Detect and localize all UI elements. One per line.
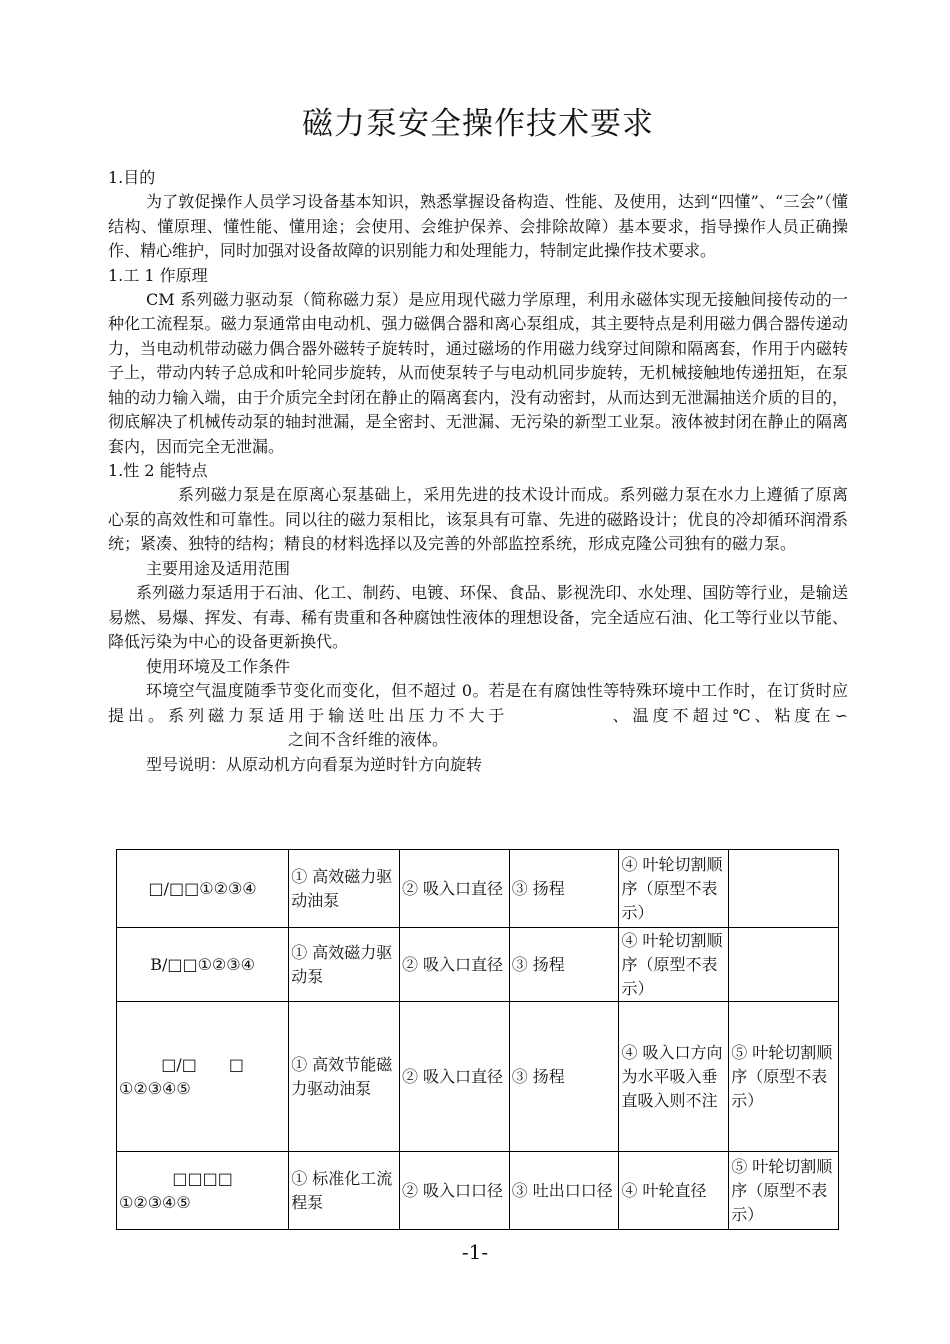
model-code-line: □/□ □ (161, 1054, 244, 1074)
section-heading-features: 1.性 2 能特点 (108, 461, 208, 480)
section-heading-usage: 主要用途及适用范围 (146, 558, 291, 578)
section-heading-purpose: 1.目的 (108, 168, 156, 187)
section-paragraph-environment (108, 679, 848, 753)
table-cell: ③ 扬程 (509, 1002, 619, 1152)
model-code-digits: ①②③④⑤ (119, 1078, 191, 1098)
table-cell: ④ 叶轮直径 (619, 1152, 729, 1230)
page-number: -1- (461, 1240, 489, 1264)
table-cell: ③ 扬程 (509, 928, 619, 1002)
table-row (117, 1002, 839, 1152)
table-cell: ④ 叶轮切割顺序（原型不表示） (619, 850, 729, 928)
table-cell: ③ 扬程 (509, 850, 619, 928)
table-cell: ② 吸入口直径 (399, 1002, 509, 1152)
table-cell: ② 吸入口口径 (399, 1152, 509, 1230)
table-cell: ③ 吐出口口径 (509, 1152, 619, 1230)
section-paragraph-usage: 系列磁力泵适用于石油、化工、制药、电镀、环保、食品、影视洗印、水处理、国防等行业，是输送易燃、易爆、挥发、有毒、稀有贵重和各种腐蚀性液体的理想设备，完全适应石油、化工等行业以节能、降低污染为中心的设备更新换代。 (108, 583, 848, 651)
environment-text-b: 、温度不超过℃、粘度在∽ (608, 705, 848, 725)
environment-text-c: 之间不含纤维的液体。 (288, 730, 449, 749)
table-cell: ① 标准化工流程泵 (289, 1152, 400, 1230)
table-row (117, 1152, 839, 1230)
table-cell (729, 850, 839, 928)
model-code-cell (117, 1002, 289, 1152)
model-code-cell (117, 1152, 289, 1230)
table-cell: ② 吸入口直径 (399, 928, 509, 1002)
model-code-line: □□□□ (172, 1168, 233, 1188)
table-row (117, 928, 839, 1002)
section-paragraph-principle: CM 系列磁力驱动泵（简称磁力泵）是应用现代磁力学原理，利用永磁体实现无接触间接传动的一种化工流程泵。磁力泵通常由电动机、强力磁偶合器和离心泵组成，其主要特点是利用磁力偶合器传递动力，当电动机带动磁力偶合器外磁转子旋转时，通过磁场的作用磁力线穿过间隙和隔离套，作用于内磁转子上，带动内转子总成和叶轮同步旋转，从而使泵转子与电动机同步旋转，无机械接触地传递扭矩，在泵轴的动力输入端，由于介质完全封闭在静止的隔离套内，没有动密封，从而达到无泄漏抽送介质的目的，彻底解决了机械传动泵的轴封泄漏，是全密封、无泄漏、无污染的新型工业泵。液体被封闭在静止的隔离套内，因而完全无泄漏。 (108, 289, 848, 456)
model-code-cell: □/□□①②③④ (117, 850, 289, 928)
section-heading-model: 型号说明：从原动机方向看泵为逆时针方向旋转 (146, 754, 483, 774)
section-heading-environment: 使用环境及工作条件 (146, 656, 291, 676)
table-cell: ④ 叶轮切割顺序（原型不表示） (619, 928, 729, 1002)
environment-text-a: 环境空气温度随季节变化而变化，但不超过 0。若是在有腐蚀性等特殊环境中工作时，在订货时应提出。系列磁力泵适用于输送吐出压力不大于 (108, 681, 848, 725)
model-spec-table (116, 849, 839, 1230)
table-cell: ④ 吸入口方向为水平吸入垂直吸入则不注 (619, 1002, 729, 1152)
section-paragraph-features: 系列磁力泵是在原离心泵基础上，采用先进的技术设计而成。系列磁力泵在水力上遵循了原离心泵的高效性和可靠性。同以往的磁力泵相比，该泵具有可靠、先进的磁路设计；优良的冷却循环润滑系统；紧凑、独特的结构；精良的材料选择以及完善的外部监控系统，形成克隆公司独有的磁力泵。 (108, 485, 848, 553)
section-paragraph-purpose: 为了敦促操作人员学习设备基本知识，熟悉掌握设备构造、性能、及使用，达到“四懂”、“三会”（懂结构、懂原理、懂性能、懂用途；会使用、会维护保养、会排除故障）基本要求，指导操作人员正确操作、精心维护，同时加强对设备故障的识别能力和处理能力，特制定此操作技术要求。 (108, 192, 848, 260)
table-cell: ① 高效磁力驱动泵 (289, 928, 400, 1002)
section-heading-principle: 1.工 1 作原理 (108, 265, 208, 285)
table-cell (729, 928, 839, 1002)
table-cell: ⑤ 叶轮切割顺序（原型不表示） (729, 1152, 839, 1230)
table-cell: ① 高效节能磁力驱动油泵 (289, 1002, 400, 1152)
model-code-digits: ①②③④⑤ (119, 1192, 191, 1212)
table-cell: ⑤ 叶轮切割顺序（原型不表示） (729, 1002, 839, 1152)
table-cell: ② 吸入口直径 (399, 850, 509, 928)
table-row (117, 850, 839, 928)
document-body (108, 100, 848, 777)
model-code-cell: B/□□①②③④ (117, 928, 289, 1002)
table-cell: ① 高效磁力驱动油泵 (289, 850, 400, 928)
page-title: 磁力泵安全操作技术要求 (302, 106, 654, 142)
